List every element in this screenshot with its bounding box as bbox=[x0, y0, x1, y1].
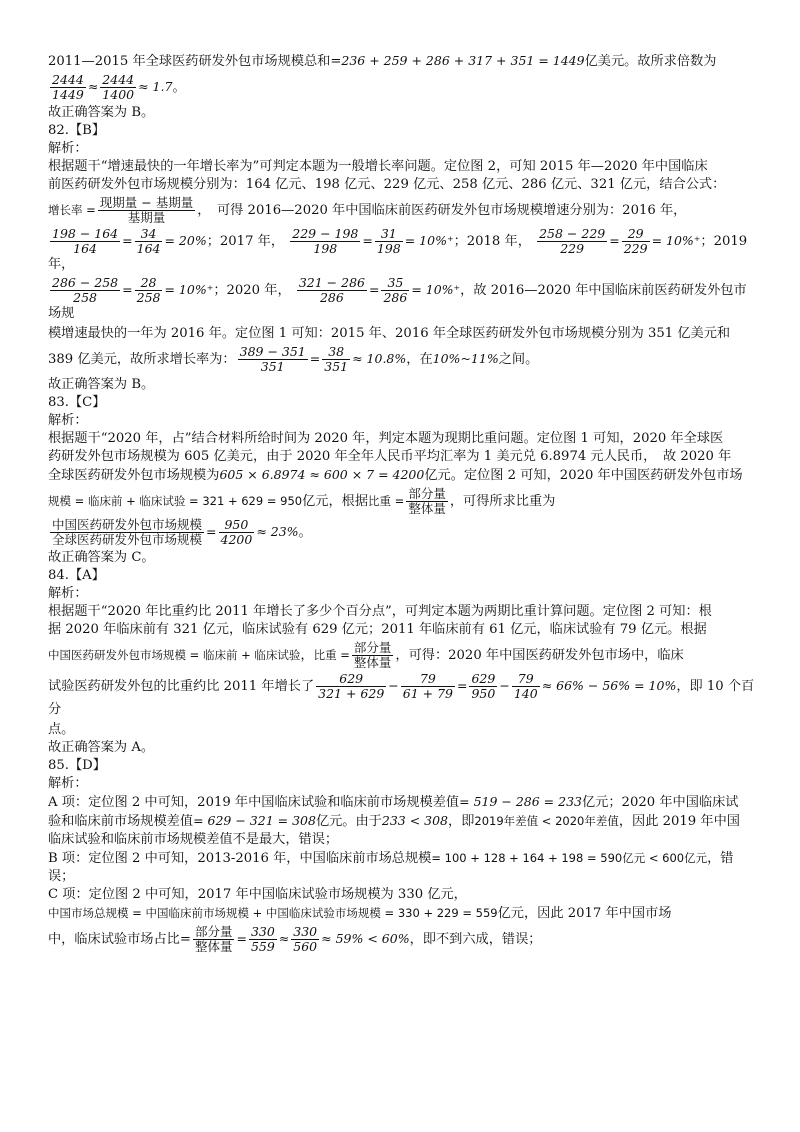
question-number: 83.【C】 bbox=[48, 395, 106, 410]
question-number: 82.【B】 bbox=[48, 123, 106, 138]
fraction: $\frac{79}{61 + 79}$ bbox=[402, 671, 453, 701]
text: 亿美元。故所求倍数为 bbox=[584, 54, 717, 69]
paragraph: 前医药研发外包市场规模分别为：164 亿元、198 亿元、229 亿元、258 亿元、286 亿元、321 亿元，结合公式： bbox=[48, 177, 726, 192]
analysis-label: 解析： bbox=[48, 413, 88, 428]
math: ≈ 1.7 bbox=[138, 79, 173, 94]
paragraph: 根据题干“增速最快的一年增长率为”可判定本题为一般增长率问题。定位图 2，可知 2015 年—2020 年中国临床 bbox=[48, 159, 708, 174]
fraction: $\frac{35}{286}$ bbox=[383, 275, 408, 305]
fraction: $\frac{\text{部分量}}{\text{整体量}}$ bbox=[408, 486, 446, 516]
fraction: $\frac{\text{中国医药研发外包市场规模}}{\text{全球医药研发外包市场规模}}$ bbox=[52, 517, 203, 547]
paragraph: 药研发外包市场规模为 605 亿美元，由于 2020 年全年人民币平均汇率为 1 美元兑 6.8974 元人民币， 故 2020 年 bbox=[48, 449, 732, 464]
fraction: $\frac{79}{140}$ bbox=[513, 671, 538, 701]
fraction: $\frac{389 - 351}{351}$ bbox=[239, 344, 306, 374]
fraction: $\frac{330}{559}$ bbox=[250, 924, 275, 954]
fraction: $\frac{34}{164}$ bbox=[136, 226, 161, 256]
formula-row: 试验医药研发外包的比重约比 2011 年增长了 $\frac{629}{321 + 629}$ − $\frac{79}{61 + 79}$ = $\frac{629}{950}$ − $\frac{79}{140}$ ≈ 66% − 56% = 10%，即 10 个百分 bbox=[48, 671, 755, 717]
paragraph: 根据题干“2020 年比重约比 2011 年增长了多少个百分点”，可判定本题为两期比重计算问题。定位图 2 可知：根 bbox=[48, 604, 712, 619]
fraction: $\frac{\text{部分量}}{\text{整体量}}$ bbox=[353, 640, 392, 670]
fraction-row: $\frac{2444}{1449}$ ≈ $\frac{2444}{1400}$ ≈ 1.7。 bbox=[52, 72, 186, 102]
fraction: $\frac{\text{现期量 − 基期量}}{\text{基期量}}$ bbox=[99, 195, 194, 225]
formula-row: $\frac{286 - 258}{258}$ = $\frac{28}{258}$ = 10%⁺；2020 年， $\frac{321 - 286}{286}$ = $\frac{35}{286}$ = 10%⁺，故 2016—2020 年中国临床前医药研发外包市场规 bbox=[48, 275, 747, 321]
paragraph: 验和临床前市场规模差值= 629 − 321 = 308亿元。由于233 < 308，即2019年差值 < 2020年差值，因此 2019 年中国 bbox=[48, 813, 740, 829]
fraction: $\frac{330}{560}$ bbox=[293, 924, 318, 954]
paragraph: 临床试验和临床前市场规模差值不是最大，错误； bbox=[48, 832, 339, 847]
formula-row: 增长率 = $\frac{\text{现期量 − 基期量}}{\text{基期量}}$ ， 可得 2016—2020 年中国临床前医药研发外包市场规模增速分别为：2016 年， bbox=[48, 195, 687, 225]
fraction: $\frac{198 - 164}{164}$ bbox=[52, 226, 119, 256]
analysis-label: 解析： bbox=[48, 141, 88, 156]
fraction: $\frac{28}{258}$ bbox=[136, 275, 161, 305]
fraction: $\frac{950}{4200}$ bbox=[220, 517, 253, 547]
fraction: $\frac{38}{351}$ bbox=[324, 344, 349, 374]
fraction: $\frac{2444}{1449}$ bbox=[52, 72, 84, 102]
fraction: $\frac{321 - 286}{286}$ bbox=[298, 275, 365, 305]
formula-row: 中国医药研发外包市场规模 = 临床前 + 临床试验，比重 = $\frac{\text{部分量}}{\text{整体量}}$ ，可得：2020 年中国医药研发外包市场中，临床 bbox=[48, 640, 684, 670]
paragraph: 据 2020 年临床前有 321 亿元，临床试验有 629 亿元；2011 年临床前有 61 亿元，临床试验有 79 亿元。根据 bbox=[48, 622, 707, 637]
question-number: 84.【A】 bbox=[48, 568, 105, 583]
formula-row: $\frac{198 - 164}{164}$ = $\frac{34}{164}$ = 20%；2017 年， $\frac{229 - 198}{198}$ = $\frac{31}{198}$ = 10%⁺；2018 年， $\frac{258 - 229}{229}$ = $\frac{29}{229}$ = 10%⁺；2019 年， bbox=[48, 226, 748, 272]
paragraph bbox=[48, 52, 756, 71]
answer-line: 故正确答案为 A。 bbox=[48, 740, 155, 755]
paragraph: C 项：定位图 2 中可知，2017 年中国临床试验市场规模为 330 亿元， bbox=[48, 887, 467, 902]
math: 236 + 259 + 286 + 317 + 351 = 1449 bbox=[341, 53, 585, 68]
analysis-label: 解析： bbox=[48, 586, 88, 601]
paragraph: 全球医药研发外包市场规模为605 × 6.8974 ≈ 600 × 7 = 4200亿元。定位图 2 可知，2020 年中国医药研发外包市场 bbox=[48, 467, 743, 483]
fraction: $\frac{2444}{1400}$ bbox=[102, 72, 135, 102]
question-number: 85.【D】 bbox=[48, 758, 106, 773]
answer-line: 故正确答案为 B。 bbox=[48, 105, 155, 120]
fraction: $\frac{\text{部分量}}{\text{整体量}}$ bbox=[194, 924, 233, 954]
fraction: $\frac{629}{950}$ bbox=[471, 671, 496, 701]
answer-line: 故正确答案为 B。 bbox=[48, 377, 155, 392]
paragraph: A 项：定位图 2 中可知，2019 年中国临床试验和临床前市场规模差值= 519 − 286 = 233亿元；2020 年中国临床试 bbox=[48, 794, 739, 810]
fraction: $\frac{629}{321 + 629}$ bbox=[318, 671, 385, 701]
paragraph: 中国市场总规模 = 中国临床前市场规模 + 中国临床试验市场规模 = 330 + 229 = 559亿元，因此 2017 年中国市场 bbox=[48, 906, 672, 921]
formula-row: 规模 = 临床前 + 临床试验 = 321 + 629 = 950亿元，根据比重 = $\frac{\text{部分量}}{\text{整体量}}$ ，可得所求比重为 bbox=[48, 486, 556, 516]
formula-row: 中，临床试验市场占比= $\frac{\text{部分量}}{\text{整体量}}$ = $\frac{330}{559}$ ≈ $\frac{330}{560}$ ≈ 59% < 60%，即不到六成，错误； bbox=[48, 924, 542, 954]
paragraph: 模增速最快的一年为 2016 年。定位图 1 可知：2015 年、2016 年全球医药研发外包市场规模分别为 351 亿美元和 bbox=[48, 326, 731, 341]
fraction: $\frac{286 - 258}{258}$ bbox=[52, 275, 119, 305]
answer-explanation-page bbox=[48, 52, 756, 956]
fraction: $\frac{258 - 229}{229}$ bbox=[539, 226, 606, 256]
fraction: $\frac{229 - 198}{198}$ bbox=[292, 226, 359, 256]
paragraph: 根据题干“2020 年，占”结合材料所给时间为 2020 年，判定本题为现期比重问题。定位图 1 可知，2020 年全球医 bbox=[48, 431, 724, 446]
answer-line: 故正确答案为 C。 bbox=[48, 550, 155, 565]
paragraph: 点。 bbox=[48, 722, 75, 737]
text: 2011—2015 年全球医药研发外包市场规模总和= bbox=[48, 54, 342, 69]
analysis-label: 解析： bbox=[48, 776, 88, 791]
formula-row: $\frac{\text{中国医药研发外包市场规模}}{\text{全球医药研发外包市场规模}}$ = $\frac{950}{4200}$ ≈ 23%。 bbox=[52, 517, 312, 547]
paragraph: B 项：定位图 2 中可知，2013-2016 年，中国临床前市场总规模= 100 + 128 + 164 + 198 = 590亿元 < 600亿元，错 bbox=[48, 851, 734, 866]
formula-row: 389 亿美元，故所求增长率为： $\frac{389 - 351}{351}$ = $\frac{38}{351}$ ≈ 10.8%，在10%~11%之间。 bbox=[48, 344, 539, 374]
fraction: $\frac{29}{229}$ bbox=[623, 226, 648, 256]
paragraph: 误； bbox=[48, 869, 75, 884]
fraction: $\frac{31}{198}$ bbox=[376, 226, 401, 256]
